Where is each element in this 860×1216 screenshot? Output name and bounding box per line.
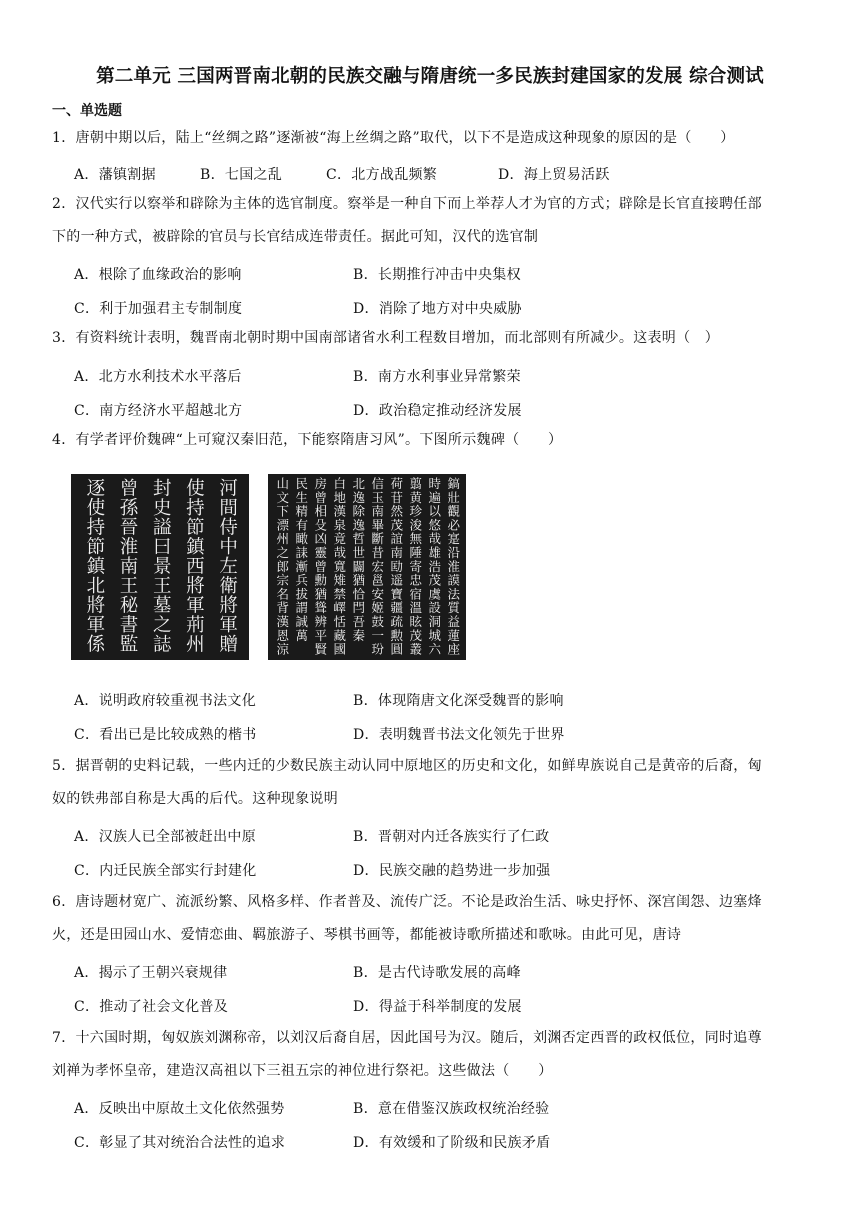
stem-line: 奴的铁弗部自称是大禹的后代。这种现象说明 [52,791,338,807]
q3-option-b: B．南方水利事业异常繁荣 [353,369,521,385]
stem-line: 2．汉代实行以察举和辟除为主体的选官制度。察举是一种自下而上举荐人才为官的方式；辟除是长官直接聘任部 [52,196,762,212]
q4-option-a: A．说明政府较重视书法文化 [74,693,257,709]
page-title: 第二单元 三国两晋南北朝的民族交融与隋唐统一多民族封建国家的发展 综合测试 [96,66,764,87]
q6-option-c: C．推动了社会文化普及 [74,999,229,1015]
q1-option-c: C．北方战乱频繁 [326,167,438,183]
stele-text-column: 房曾相殳凶靈曾勳猶聳辨平賢 [312,477,328,657]
stele-text-column: 鎬壯觀必寔沿淮謨法質益蓮座 [445,477,461,657]
stele-text-column: 信玉南畢斷昔宏邕安姬鼓一玢 [369,477,385,657]
question-5-stem [52,750,812,816]
stele-text-column: 河間侍中左衛將軍贈 [216,478,238,654]
stele-rubbing-image-right [268,474,466,660]
stele-text-column: 民生精有瞰誄漸兵拔謂誠萬 [293,477,309,643]
q5-option-c: C．内迁民族全部实行封建化 [74,863,257,879]
stele-text-column: 山文下漂州之郎宗名背漢恩涼 [274,477,290,657]
stem-line: 7．十六国时期，匈奴族刘渊称帝，以刘汉后裔自居，因此国号为汉。随后，刘渊否定西晋的政权低位，同时追尊 [52,1030,762,1046]
q4-option-b: B．体现隋唐文化深受魏晋的影响 [353,693,564,709]
stele-text-column: 逐使持節鎮北將軍係 [83,478,105,654]
q7-option-b: B．意在借鉴汉族政权统治经验 [353,1101,550,1117]
q3-option-d: D．政治稳定推动经济发展 [353,403,522,419]
stele-rubbing-image-left [71,474,249,660]
stele-text-column: 曾孫晉淮南王秘書監 [117,478,139,654]
q2-option-b: B．长期推行冲击中央集权 [353,267,521,283]
question-3-stem [52,322,812,355]
q2-option-d: D．消除了地方对中央威胁 [353,301,522,317]
stele-text-column: 白地漢泉竟哉寬雉禁嶧恬藏國 [331,477,347,657]
q4-option-c: C．看出已是比较成熟的楷书 [74,727,257,743]
q5-option-d: D．民族交融的趋势进一步加强 [353,863,551,879]
question-4-stem [52,424,812,457]
q1-option-b: B．七国之乱 [200,167,283,183]
stele-text-column: 北逸除逸哲世闢猶恰閂吾秦 [350,477,366,643]
q2-option-a: A．根除了血缘政治的影响 [74,267,242,283]
question-2-stem [52,188,812,254]
stele-text-column: 時遍以悠哉雄浩茂虞設洞城六 [426,477,442,657]
q7-option-c: C．彰显了其对统治合法性的追求 [74,1135,286,1151]
stem-line: 1．唐朝中期以后，陆上“丝绸之路”逐渐被“海上丝绸之路”取代，以下不是造成这种现象的原因的是（ ） [52,130,735,146]
stele-text-column: 荷苷然茂誼南劻遥寶疆疏勲圓 [388,477,404,657]
stem-line: 5．据晋朝的史料记载，一些内迁的少数民族主动认同中原地区的历史和文化，如鲜卑族说自己是黄帝的后裔，匈 [52,758,762,774]
q5-option-b: B．晋朝对内迁各族实行了仁政 [353,829,550,845]
section-heading: 一、单选题 [52,103,122,119]
q2-option-c: C．利于加强君主专制制度 [74,301,243,317]
q7-option-a: A．反映出中原故土文化依然强势 [74,1101,285,1117]
stem-line: 4．有学者评价魏碑“上可窥汉秦旧范，下能察隋唐习风”。下图所示魏碑（ ） [52,432,563,448]
q4-option-d: D．表明魏晋书法文化领先于世界 [353,727,565,743]
stele-text-column: 封史謚曰景王墓之誌 [150,478,172,654]
question-7-stem [52,1022,812,1088]
stem-line: 下的一种方式，被辟除的官员与长官结成连带责任。据此可知，汉代的选官制 [52,229,539,245]
stem-line: 6．唐诗题材宽广、流派纷繁、风格多样、作者普及、流传广泛。不论是政治生活、咏史抒怀、深宫闺怨、边塞烽 [52,894,762,910]
q6-option-b: B．是古代诗歌发展的高峰 [353,965,521,981]
q3-option-c: C．南方经济水平超越北方 [74,403,243,419]
stele-text-column: 翦黄珍浚無陲寄忠宿溫眩茂叢 [407,477,423,657]
q7-option-d: D．有效缓和了阶级和民族矛盾 [353,1135,551,1151]
q6-option-d: D．得益于科举制度的发展 [353,999,522,1015]
stem-line: 火，还是田园山水、爱情恋曲、羁旅游子、琴棋书画等，都能被诗歌所描述和歌咏。由此可见，唐诗 [52,927,682,943]
q6-option-a: A．揭示了王朝兴衰规律 [74,965,228,981]
stele-text-column: 使持節鎮西將軍荊州 [183,478,205,654]
question-1-stem [52,122,812,155]
stem-line: 刘禅为孝怀皇帝，建造汉高祖以下三祖五宗的神位进行祭祀。这些做法（ ） [52,1063,553,1079]
q1-option-a: A．藩镇割据 [74,167,156,183]
q5-option-a: A．汉族人已全部被赶出中原 [74,829,257,845]
q3-option-a: A．北方水利技术水平落后 [74,369,242,385]
stem-line: 3．有资料统计表明，魏晋南北朝时期中国南部诸省水利工程数目增加，而北部则有所减少。这表明（ ） [52,330,720,346]
question-6-stem [52,886,812,952]
q1-option-d: D．海上贸易活跃 [498,167,610,183]
